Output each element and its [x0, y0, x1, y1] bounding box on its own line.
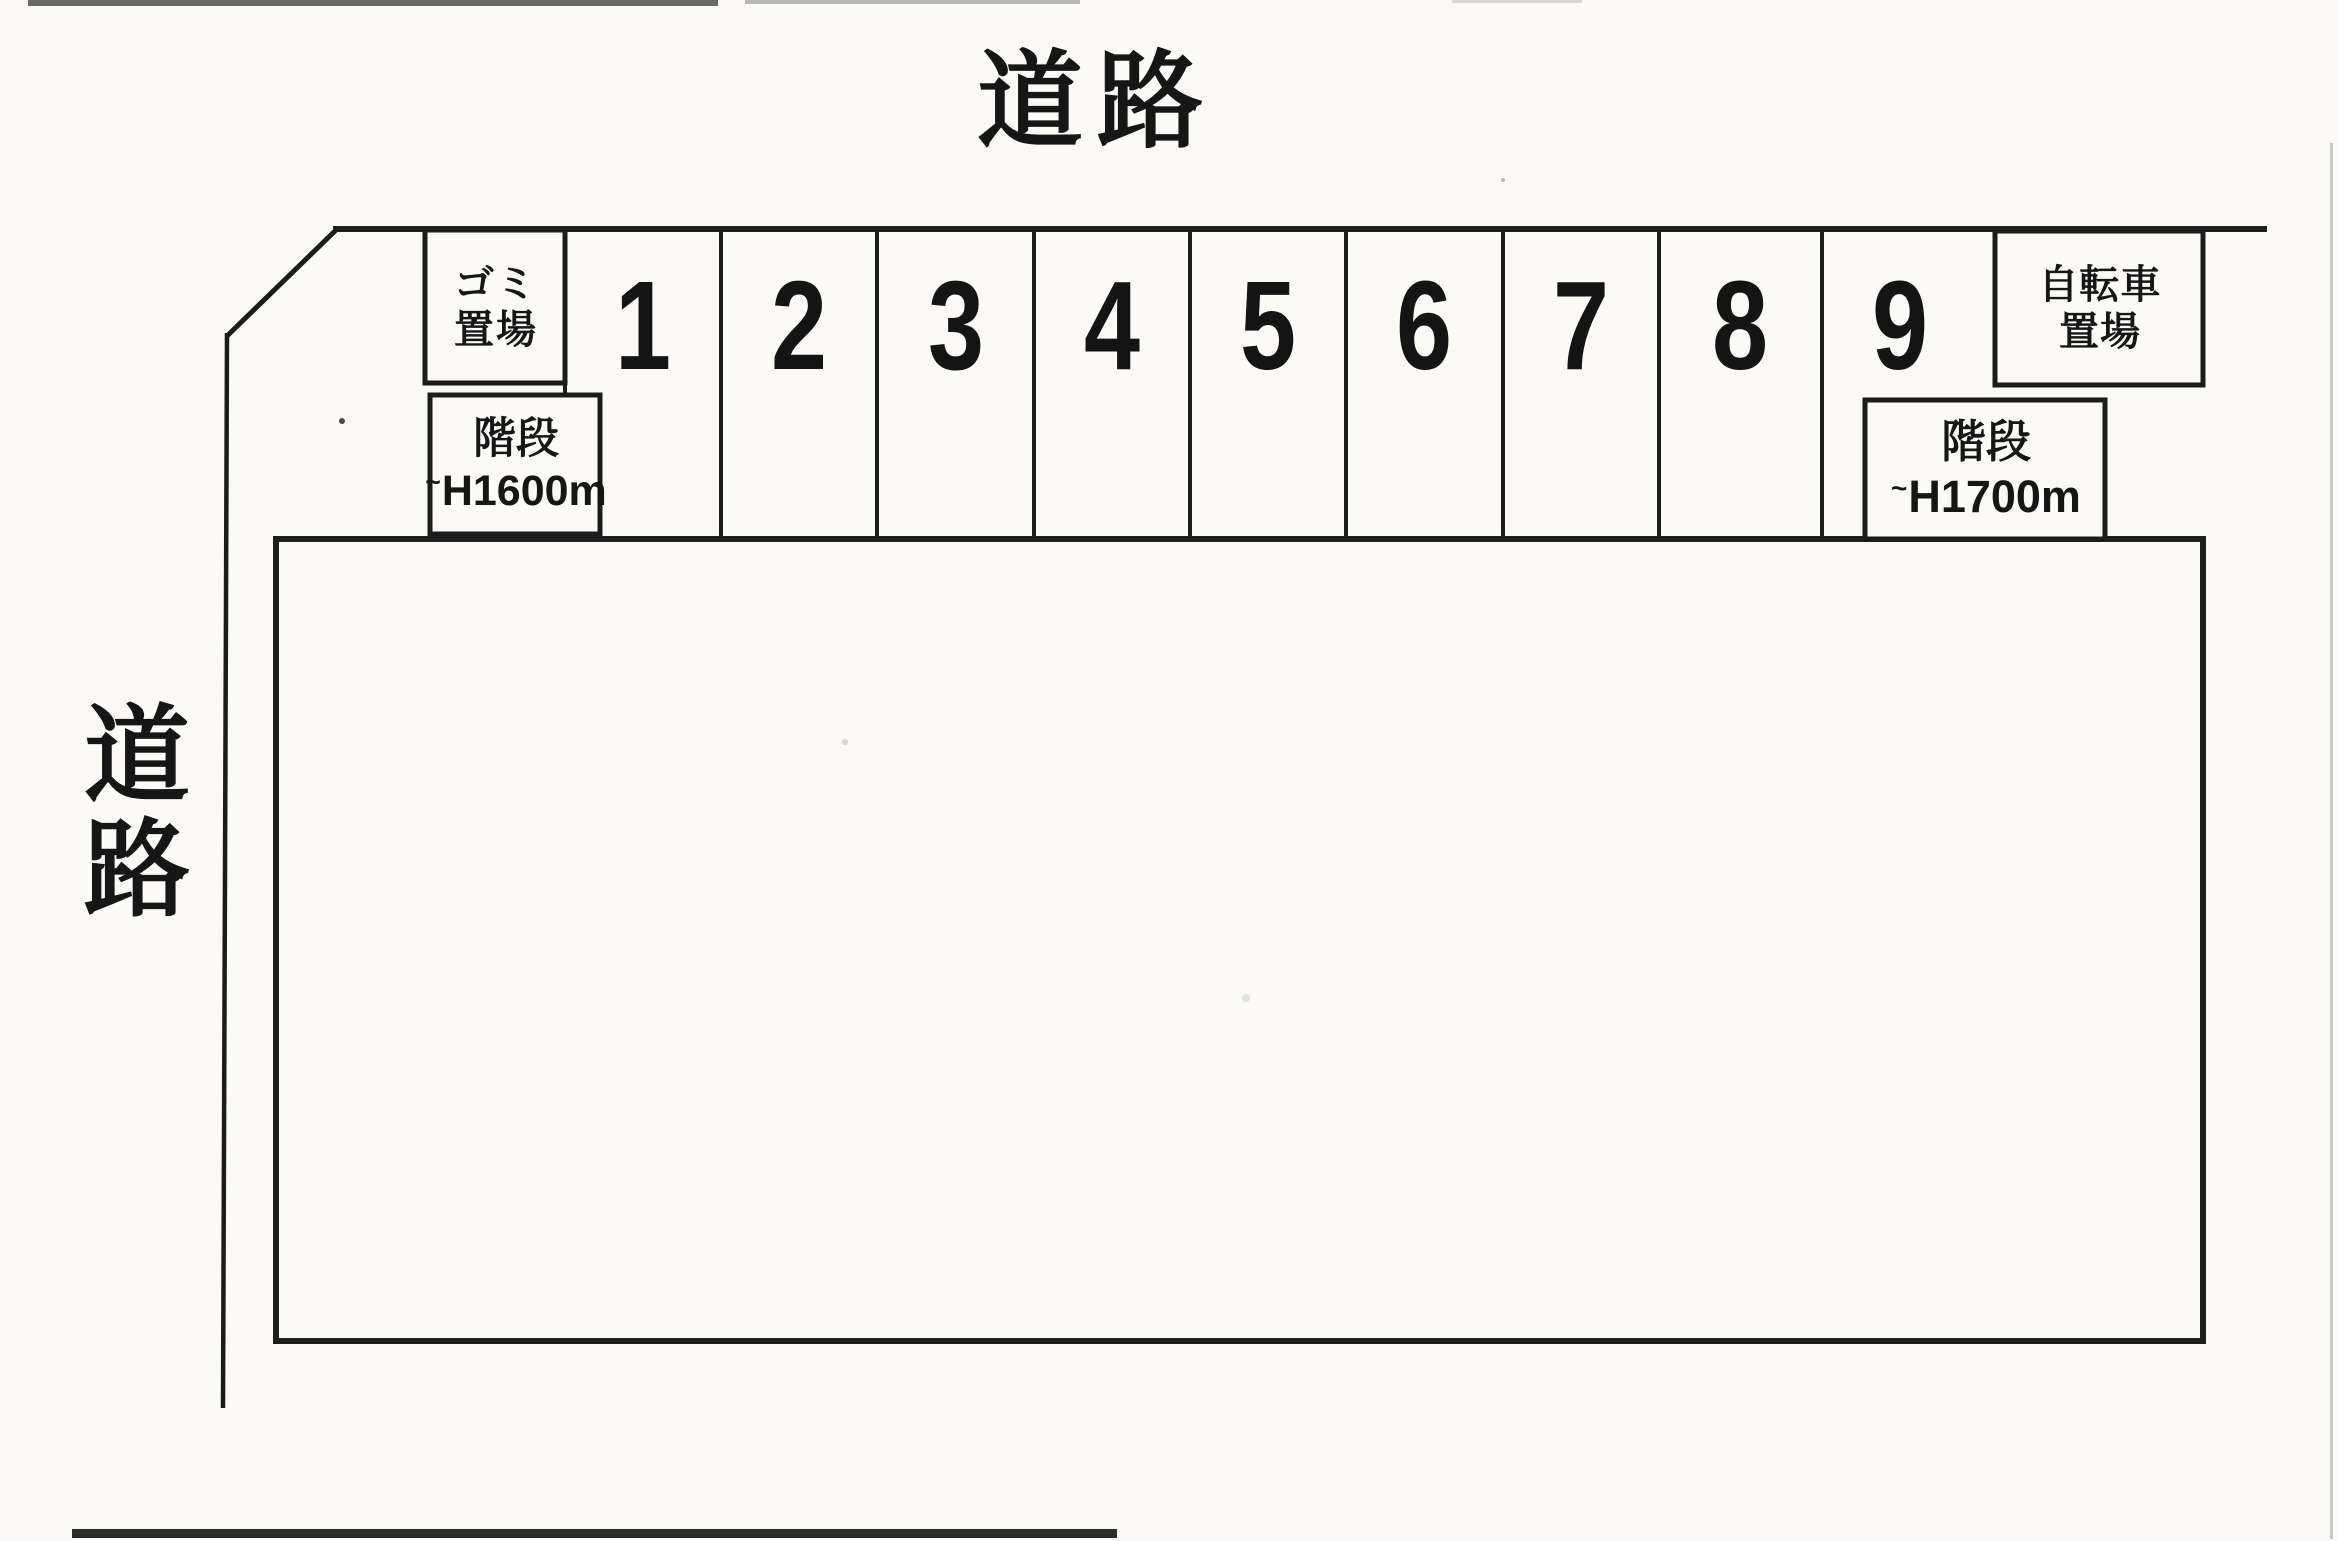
stairs-left-height: [425, 465, 607, 517]
stairs-right-heading: 階段: [1940, 416, 2031, 468]
scan-edge-bottom: [72, 1529, 1117, 1538]
parking-space-6: [1344, 238, 1504, 413]
parking-space-number: 2: [770, 255, 828, 396]
scan-edge-top-mid: [745, 0, 1080, 4]
parking-space-number: 7: [1552, 255, 1610, 396]
parking-space-number: 3: [927, 255, 985, 396]
scan-edge-top-right: [1452, 0, 1582, 3]
bicycle-area-label-line2: 置場: [2059, 309, 2141, 354]
scan-speck: [1242, 994, 1250, 1002]
parking-space-8: [1660, 238, 1820, 413]
parking-space-number: 6: [1395, 255, 1453, 396]
parking-space-7: [1501, 238, 1661, 413]
tilde-mark: ~: [1891, 472, 1908, 504]
stairs-right-height: [1891, 470, 2081, 525]
parking-space-3: [876, 238, 1036, 413]
boundary-corner-diagonal: [227, 230, 336, 336]
parking-space-number: 4: [1083, 255, 1141, 396]
stairs-left-heading: 階段: [473, 414, 559, 463]
scan-speck: [842, 739, 848, 745]
tilde-mark: ~: [425, 467, 441, 498]
stairs-right-label: [1867, 403, 2105, 537]
trash-area-label-line2: 置場: [454, 308, 538, 352]
stairs-left-height-value: H1600m: [441, 467, 607, 515]
parking-space-number: 9: [1871, 255, 1929, 396]
parking-space-2: [719, 238, 879, 413]
scan-speck: [339, 418, 345, 424]
building-outline: [276, 539, 2203, 1341]
boundary-left-line: [223, 333, 227, 1408]
parking-space-1: [563, 238, 723, 413]
parking-space-number: 5: [1239, 255, 1297, 396]
trash-area-label: [427, 233, 565, 381]
scan-edge-top-left: [28, 0, 718, 6]
parking-space-5: [1188, 238, 1348, 413]
parking-space-number: 1: [614, 255, 672, 396]
scan-edge-right: [2330, 143, 2333, 1539]
trash-area-label-line1: ゴミ: [454, 261, 538, 306]
stairs-left-label: [425, 398, 607, 532]
left-road-label: 道路: [69, 699, 187, 927]
top-road-label: 道路: [977, 43, 1217, 161]
parking-space-4: [1032, 238, 1192, 413]
bicycle-area-label: [1997, 234, 2203, 383]
parking-space-9: [1820, 238, 1980, 413]
stairs-right-height-value: H1700m: [1908, 471, 2081, 522]
bicycle-area-label-line1: 自転車: [2038, 263, 2162, 308]
scan-speck: [1501, 178, 1505, 182]
parking-space-number: 8: [1711, 255, 1769, 396]
